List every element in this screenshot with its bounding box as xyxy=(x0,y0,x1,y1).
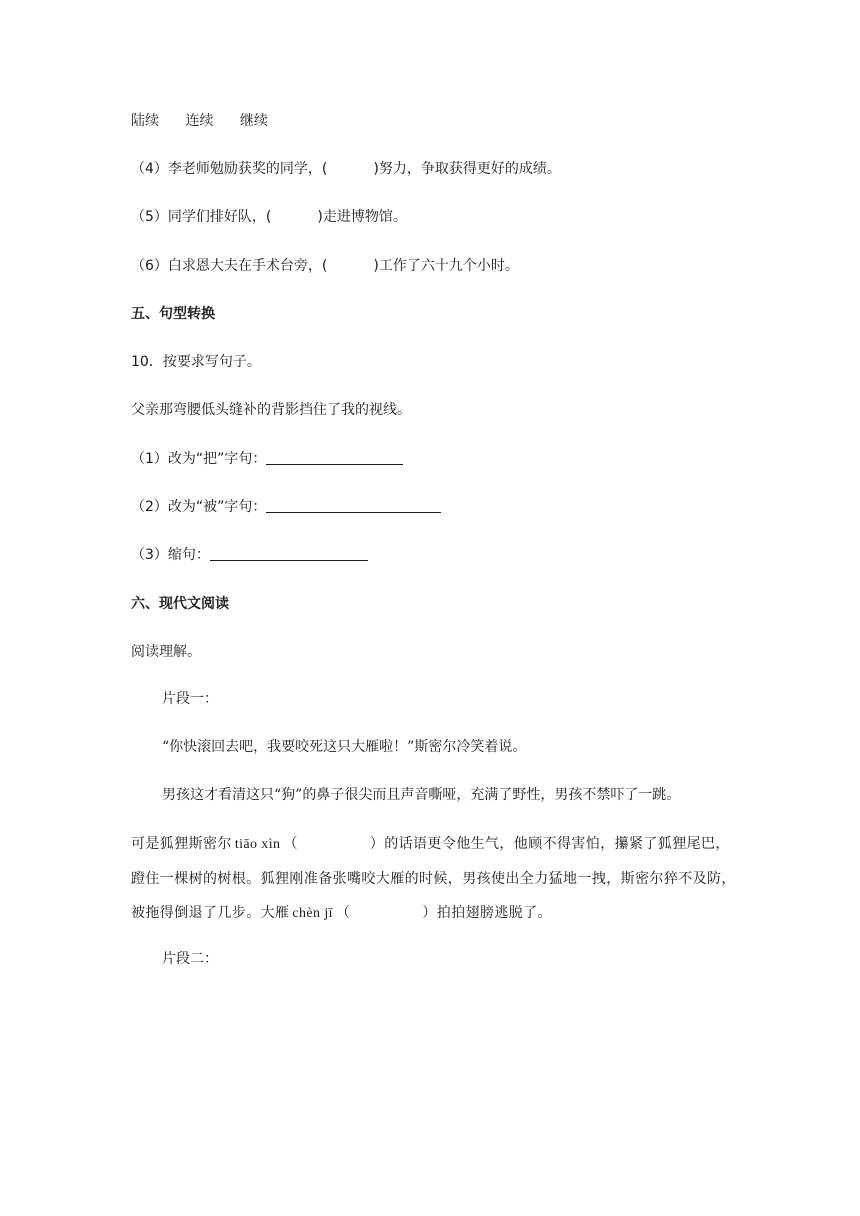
word-choice: 连续 xyxy=(185,113,214,129)
passage-paragraph: 可是狐狸斯密尔 tiāo xìn （ ）的话语更令他生气，他顾不得害怕，攥紧了狐狸尾巴，蹬住一棵树的树根。狐狸刚准备张嘴咬大雁的时候，男孩使出全力猛地一拽，斯密尔猝不及防，被拖得倒退了几步。大雁 chèn jī （ ）拍拍翅膀逃脱了。 xyxy=(131,836,736,921)
answer-line[interactable] xyxy=(210,545,368,561)
rewrite-item-1: （1）改为“把”字句： xyxy=(131,449,403,469)
rewrite-item-3: （3）缩句： xyxy=(131,545,368,565)
pinyin: chèn jī xyxy=(292,906,333,921)
rewrite-item-2: （2）改为“被”字句： xyxy=(131,497,441,517)
fragment-label: 片段二： xyxy=(162,951,218,967)
word-choice: 继续 xyxy=(239,113,268,129)
question-title: 10．按要求写句子。 xyxy=(131,354,261,370)
answer-line[interactable] xyxy=(266,449,403,465)
fill-item-5: （5）同学们排好队，( )走进博物馆。 xyxy=(131,209,407,225)
section-heading: 六、现代文阅读 xyxy=(131,596,229,612)
passage-quote: “你快滚回去吧，我要咬死这只大雁啦！”斯密尔冷笑着说。 xyxy=(162,739,527,755)
passage-paragraph: 男孩这才看清这只“狗”的鼻子很尖而且声音嘶哑，充满了野性，男孩不禁吓了一跳。 xyxy=(162,787,681,803)
source-sentence: 父亲那弯腰低头缝补的背影挡住了我的视线。 xyxy=(131,402,411,418)
fill-item-4: （4）李老师勉励获奖的同学，( )努力，争取获得更好的成绩。 xyxy=(131,161,561,177)
section-heading: 五、句型转换 xyxy=(131,306,215,322)
pinyin: tiāo xìn xyxy=(234,837,281,852)
answer-line[interactable] xyxy=(266,497,441,513)
word-choice: 陆续 xyxy=(131,113,159,129)
fragment-label: 片段一： xyxy=(162,691,218,707)
reading-instruction: 阅读理解。 xyxy=(131,644,201,660)
word-choices xyxy=(131,111,268,131)
fill-item-6: （6）白求恩大夫在手术台旁，( )工作了六十九个小时。 xyxy=(131,258,519,274)
